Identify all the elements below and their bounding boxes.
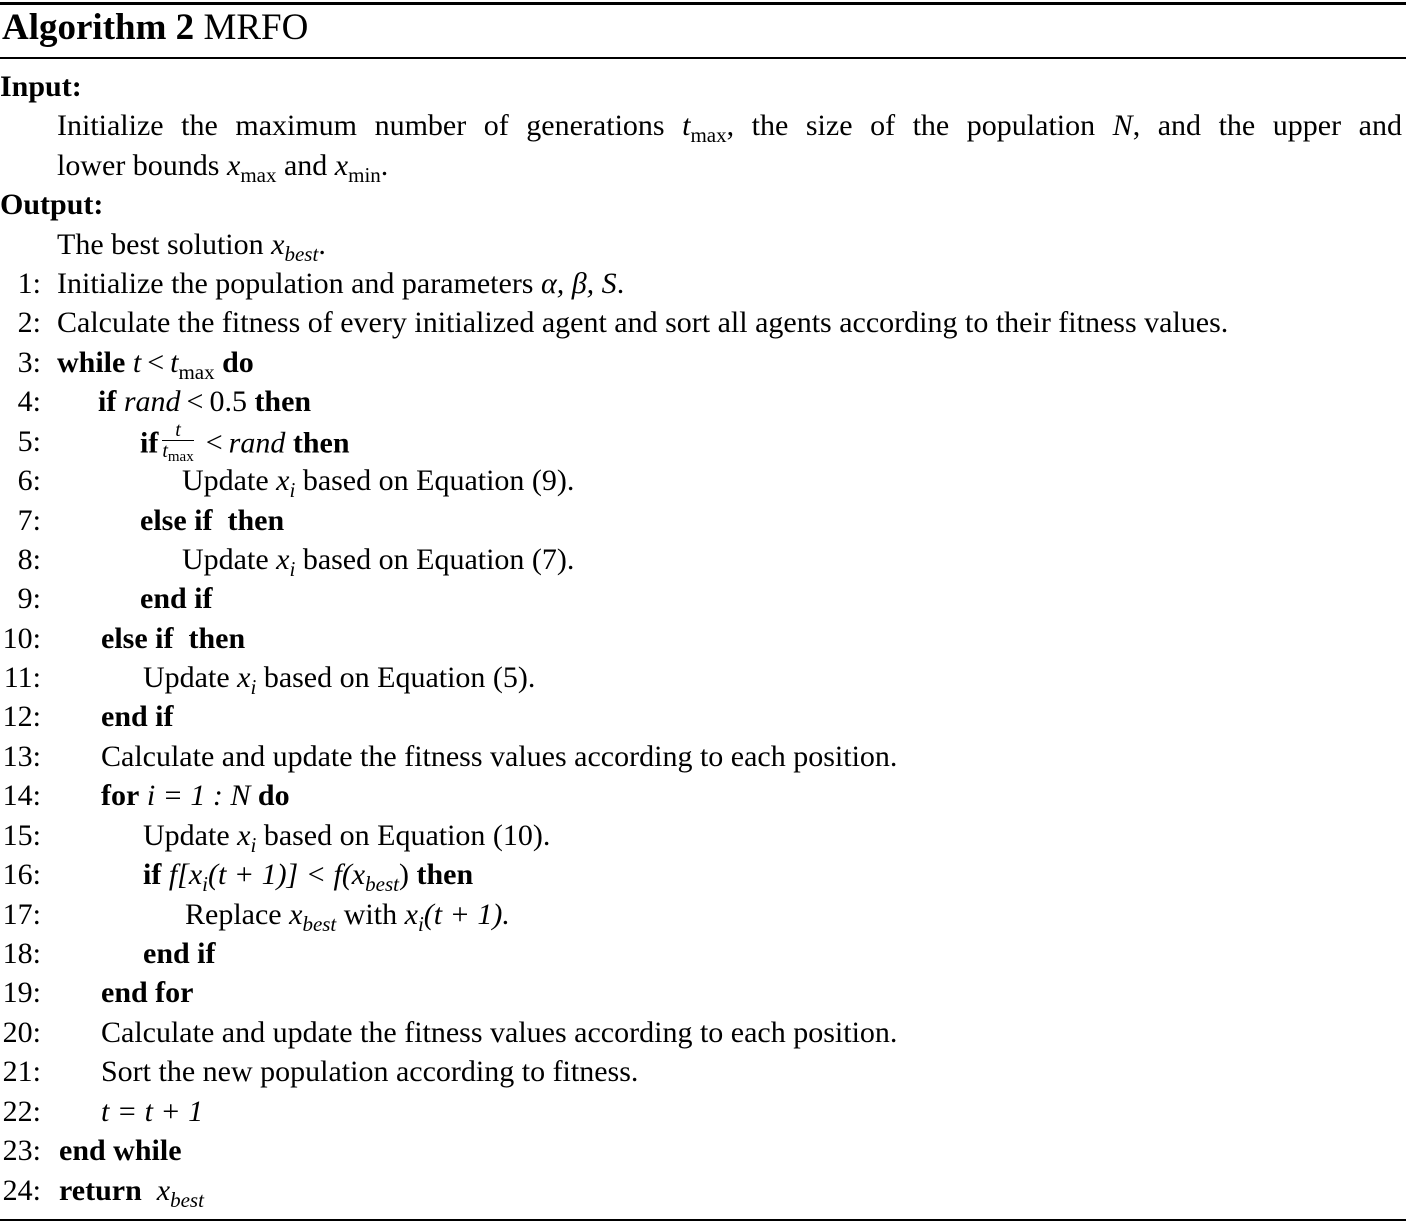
bottom-rule [0,1219,1406,1221]
line-number: 7: [17,504,41,537]
algo-line-12: 12: end if [0,697,1406,737]
algo-line-17: 17: Replace $x_{best}$ with $x_i(t + 1)$. [0,895,1406,935]
algo-line-8: 8: Update $x_i$ based on Equation (7). [0,540,1406,580]
algorithm-label: Algorithm 2 [2,7,195,48]
line-number: 10: [2,622,41,655]
line-number: 18: [2,937,41,970]
line-number: 9: [17,582,41,615]
algo-line-11: 11: Update $x_i$ based on Equation (5). [0,658,1406,698]
algo-line-4: 4: if rand < 0.5 then [0,382,1406,422]
line-number: 13: [2,740,41,773]
line-number: 2: [17,306,41,339]
line-number: 5: [17,425,41,458]
algo-line-13: 13: Calculate and update the fitness values according to each position. [0,737,1406,777]
line-number: 23: [2,1134,41,1167]
line-number: 19: [2,976,41,1009]
input-text-2: lower bounds $x_{max}$ and $x_{min}$. [57,149,389,187]
line-number: 24: [2,1174,41,1207]
input-text-1: Initialize the maximum number of generations $t_{max}$, the size of the population N, and the upper and [57,109,1402,147]
line-number: 8: [17,543,41,576]
line-number: 1: [17,267,41,300]
line-number: 11: [3,661,41,694]
input-line-1 [0,106,1406,146]
line-number: 20: [2,1016,41,1049]
line-number: 3: [17,346,41,379]
algo-line-14: 14: for i = 1 : N do [0,776,1406,816]
algo-line-18: 18: end if [0,934,1406,974]
fraction: $\frac{t}{t_{max}}$ [162,419,194,465]
algo-line-10: 10: else if then [0,619,1406,659]
line-number: 16: [2,858,41,891]
algo-line-15: 15: Update $x_i$ based on Equation (10). [0,816,1406,856]
output-line [0,225,1406,265]
line-number: 22: [2,1095,41,1128]
algo-line-1: 1: Initialize the population and parameters α, β, S. [0,264,1406,304]
algorithm-title [2,6,308,50]
line-number: 17: [2,898,41,931]
algo-line-6: 6: Update $x_i$ based on Equation (9). [0,461,1406,501]
algo-line-5: 5: if $\frac{t}{t_{max}}$ < rand then [0,422,1406,462]
algo-line-22: 22: t = t + 1 [0,1092,1406,1132]
algo-line-16: 16: if $f[x_i(t + 1)] < f(x_{best})$ then [0,855,1406,895]
algo-line-9: 9: end if [0,579,1406,619]
input-label-line [0,67,1406,107]
output-label: Output: [0,188,104,221]
algo-line-3: 3: while $t < t_{max}$ do [0,343,1406,383]
line-number: 4: [17,385,41,418]
algo-line-2: 2: Calculate the fitness of every initialized agent and sort all agents according to their fitness values. [0,303,1406,343]
algo-line-20: 20: Calculate and update the fitness values according to each position. [0,1013,1406,1053]
algorithm-name: MRFO [203,7,309,48]
top-rule [0,2,1406,5]
algo-line-7: 7: else if then [0,501,1406,541]
algo-line-19: 19: end for [0,973,1406,1013]
algo-line-21: 21: Sort the new population according to fitness. [0,1052,1406,1092]
input-label: Input: [0,70,82,103]
line-number: 21: [2,1055,41,1088]
line-number: 14: [2,779,41,812]
line-number: 12: [2,700,41,733]
algo-line-23: 23: end while [0,1131,1406,1171]
line-number: 15: [2,819,41,852]
algo-line-24: 24: return $x_{best}$ [0,1171,1406,1211]
output-label-line [0,185,1406,225]
line-number: 6: [17,464,41,497]
input-line-2 [0,146,1406,186]
title-rule [0,57,1406,59]
output-text: The best solution $x_{best}$. [57,228,326,266]
